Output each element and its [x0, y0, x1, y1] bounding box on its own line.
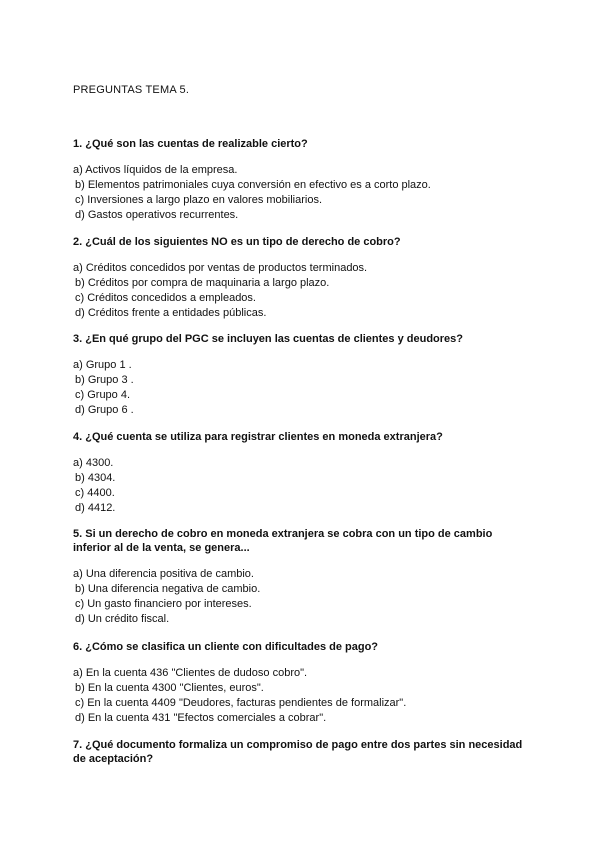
- question-text: 7. ¿Qué documento formaliza un compromiso de pago entre dos partes sin necesidad de aceptación?: [73, 739, 523, 765]
- options-list: [73, 163, 533, 223]
- question-5: [73, 527, 533, 627]
- question-3: [73, 332, 533, 418]
- option-c: c) Inversiones a largo plazo en valores mobiliarios.: [75, 194, 323, 206]
- page-title: PREGUNTAS TEMA 5.: [73, 84, 190, 96]
- option-c: c) Un gasto financiero por intereses.: [75, 598, 252, 610]
- option-d: d) Créditos frente a entidades públicas.: [75, 307, 267, 319]
- question-6: [73, 640, 533, 726]
- option-a: a) 4300.: [73, 457, 114, 469]
- option-d: d) 4412.: [75, 502, 116, 514]
- question-7: [73, 738, 533, 766]
- question-1: [73, 137, 533, 223]
- question-text: 6. ¿Cómo se clasifica un cliente con dificultades de pago?: [73, 641, 379, 653]
- options-list: [73, 358, 533, 418]
- question-text: 1. ¿Qué son las cuentas de realizable cierto?: [73, 138, 308, 150]
- option-c: c) Grupo 4.: [75, 389, 131, 401]
- option-b: b) Una diferencia negativa de cambio.: [75, 583, 261, 595]
- options-list: [73, 567, 533, 627]
- option-d: d) Un crédito fiscal.: [75, 613, 170, 625]
- question-text: 3. ¿En qué grupo del PGC se incluyen las cuentas de clientes y deudores?: [73, 333, 463, 345]
- option-a: a) Grupo 1 .: [73, 359, 132, 371]
- options-list: [73, 261, 533, 321]
- question-text: 2. ¿Cuál de los siguientes NO es un tipo de derecho de cobro?: [73, 236, 401, 248]
- question-text: 5. Si un derecho de cobro en moneda extranjera se cobra con un tipo de cambio inferior al de la venta, se genera...: [73, 528, 493, 554]
- option-b: b) Elementos patrimoniales cuya conversión en efectivo es a corto plazo.: [75, 179, 431, 191]
- option-b: b) Créditos por compra de maquinaria a largo plazo.: [75, 277, 330, 289]
- question-2: [73, 235, 533, 321]
- option-d: d) Grupo 6 .: [75, 404, 134, 416]
- option-a: a) Una diferencia positiva de cambio.: [73, 568, 254, 580]
- option-b: b) En la cuenta 4300 "Clientes, euros".: [75, 682, 264, 694]
- options-list: [73, 456, 533, 516]
- option-d: d) En la cuenta 431 "Efectos comerciales a cobrar".: [75, 712, 327, 724]
- option-c: c) 4400.: [75, 487, 115, 499]
- option-c: c) En la cuenta 4409 "Deudores, facturas pendientes de formalizar".: [75, 697, 407, 709]
- option-d: d) Gastos operativos recurrentes.: [75, 209, 239, 221]
- option-b: b) 4304.: [75, 472, 116, 484]
- question-4: [73, 430, 533, 516]
- option-b: b) Grupo 3 .: [75, 374, 134, 386]
- option-a: a) Créditos concedidos por ventas de productos terminados.: [73, 262, 368, 274]
- option-c: c) Créditos concedidos a empleados.: [75, 292, 256, 304]
- question-text: 4. ¿Qué cuenta se utiliza para registrar clientes en moneda extranjera?: [73, 431, 443, 443]
- options-list: [73, 666, 533, 726]
- option-a: a) En la cuenta 436 "Clientes de dudoso cobro".: [73, 667, 308, 679]
- option-a: a) Activos líquidos de la empresa.: [73, 164, 238, 176]
